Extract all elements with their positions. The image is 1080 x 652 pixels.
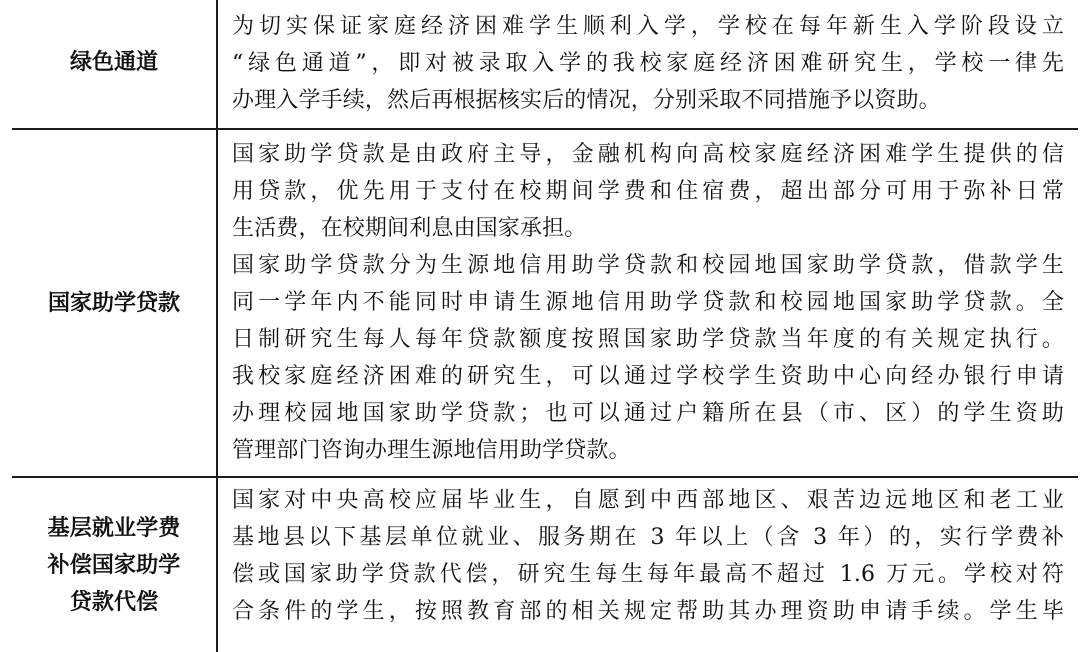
- row-label-line: 补偿国家助学: [47, 552, 181, 578]
- row-content: [232, 136, 1064, 469]
- row-label: 国家助学贷款: [12, 130, 218, 476]
- row-label-line: 基层就业学费: [47, 515, 181, 541]
- aid-policy-table: [12, 0, 1078, 652]
- row-label: 绿色通道: [12, 0, 218, 128]
- content-line: 基地县以下基层单位就业、服务期在 3 年以上（含 3 年）的，实行学费补: [232, 525, 1064, 550]
- table-row-national-student-loan: [12, 130, 1078, 478]
- content-line: 办理入学手续，然后再根据核实后的情况，分别采取不同措施予以资助。: [232, 88, 941, 113]
- row-content: [232, 482, 1064, 630]
- content-line: 日制研究生每人每年贷款额度按照国家助学贷款当年度的有关规定执行。: [232, 327, 1064, 352]
- content-line: 我校家庭经济困难的研究生，可以通过学校学生资助中心向经办银行申请: [232, 364, 1064, 389]
- table-row-grassroots-tuition-compensation: [12, 478, 1078, 652]
- content-line: 同一学年内不能同时申请生源地信用助学贷款和校园地国家助学贷款。全: [232, 290, 1064, 315]
- content-line: 用贷款，优先用于支付在校期间学费和住宿费，超出部分可用于弥补日常: [232, 179, 1064, 204]
- content-line: 国家对中央高校应届毕业生，自愿到中西部地区、艰苦边远地区和老工业: [232, 488, 1064, 513]
- table-row-green-channel: [12, 0, 1078, 130]
- content-line: 偿或国家助学贷款代偿，研究生每生每年最高不超过 1.6 万元。学校对符: [232, 562, 1064, 587]
- content-line: 国家助学贷款是由政府主导，金融机构向高校家庭经济困难学生提供的信: [232, 142, 1064, 167]
- content-line: 为切实保证家庭经济困难学生顺利入学，学校在每年新生入学阶段设立: [232, 14, 1064, 39]
- content-line: 办理校园地国家助学贷款；也可以通过户籍所在县（市、区）的学生资助: [232, 401, 1064, 426]
- row-content: [232, 8, 1064, 119]
- content-line: 合条件的学生，按照教育部的相关规定帮助其办理资助申请手续。学生毕: [232, 599, 1064, 624]
- content-line: 国家助学贷款分为生源地信用助学贷款和校园地国家助学贷款，借款学生: [232, 253, 1064, 278]
- content-line: “绿色通道”，即对被录取入学的我校家庭经济困难研究生，学校一律先: [232, 51, 1064, 76]
- content-line: 生活费，在校期间利息由国家承担。: [232, 216, 587, 241]
- content-line: 管理部门咨询办理生源地信用助学贷款。: [232, 438, 631, 463]
- row-label: [12, 478, 218, 652]
- row-label-line: 贷款代偿: [69, 589, 159, 615]
